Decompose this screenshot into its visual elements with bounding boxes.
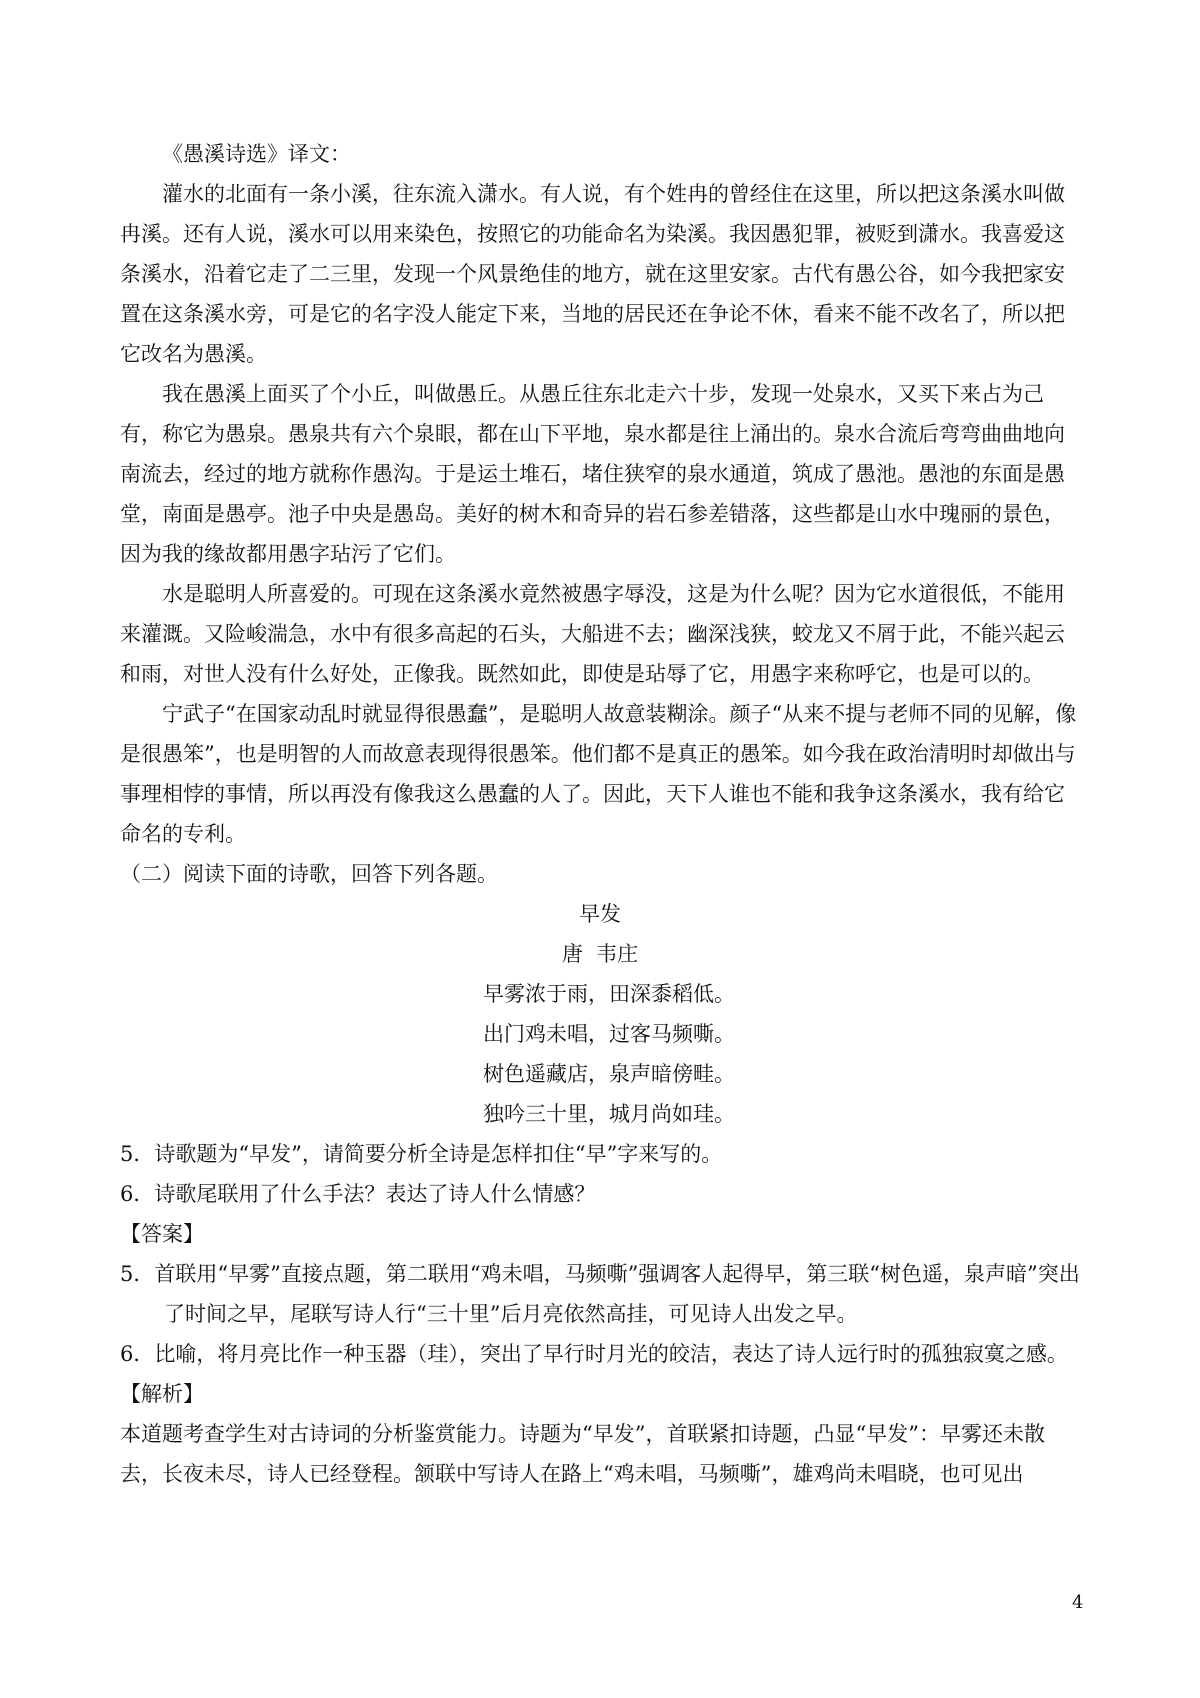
question-6: 6．诗歌尾联用了什么手法？表达了诗人什么情感？ — [120, 1182, 596, 1206]
question-5: 5．诗歌题为“早发”，请简要分析全诗是怎样扣住“早”字来写的。 — [120, 1142, 723, 1166]
poem-line-2: 出门鸡未唱，过客马频嘶。 — [483, 1022, 735, 1046]
section-two-intro: （二）阅读下面的诗歌，回答下列各题。 — [120, 862, 498, 886]
answer-6: 6．比喻，将月亮比作一种玉器（珪），突出了早行时月光的皎洁，表达了诗人远行时的孤独寂寞之感。 — [120, 1342, 1068, 1366]
translation-title: 《愚溪诗选》译文： — [162, 142, 351, 166]
translation-paragraph-3: 水是聪明人所喜爱的。可现在这条溪水竟然被愚字辱没，这是为什么呢？因为它水道很低，不能用来灌溉。又险峻湍急，水中有很多高起的石头，大船进不去；幽深浅狭，蛟龙又不屑于此，不能兴起云和雨，对世人没有什么好处，正像我。既然如此，即使是玷辱了它，用愚字来称呼它，也是可以的。 — [120, 582, 1065, 686]
poem-author: 唐 韦庄 — [561, 942, 639, 966]
poem-line-4: 独吟三十里，城月尚如珪。 — [483, 1102, 735, 1126]
translation-paragraph-4: 宁武子“在国家动乱时就显得很愚蠢”，是聪明人故意装糊涂。颜子“从来不提与老师不同的见解，像是很愚笨”，也是明智的人而故意表现得很愚笨。他们都不是真正的愚笨。如今我在政治清明时却做出与事理相悖的事情，所以再没有像我这么愚蠢的人了。因此，天下人谁也不能和我争这条溪水，我有给它命名的专利。 — [120, 702, 1077, 846]
answer-label: 【答案】 — [120, 1222, 204, 1246]
page-content — [120, 134, 1080, 1494]
answer-5: 5．首联用“早雾”直接点题，第二联用“鸡未唱，马频嘶”强调客人起得早，第三联“树色遥，泉声暗”突出了时间之早，尾联写诗人行“三十里”后月亮依然高挂，可见诗人出发之早。 — [120, 1262, 1080, 1326]
analysis-label: 【解析】 — [120, 1382, 204, 1406]
poem-line-3: 树色遥藏店，泉声暗傍畦。 — [483, 1062, 735, 1086]
page-number: 4 — [1072, 1592, 1084, 1613]
poem-line-1: 早雾浓于雨，田深黍稻低。 — [483, 982, 735, 1006]
analysis-text: 本道题考查学生对古诗词的分析鉴赏能力。诗题为“早发”，首联紧扣诗题，凸显“早发”：早雾还未散去，长夜未尽，诗人已经登程。颔联中写诗人在路上“鸡未唱，马频嘶”，雄鸡尚未唱晓，也可见出 — [120, 1422, 1045, 1486]
translation-paragraph-1: 灌水的北面有一条小溪，往东流入潇水。有人说，有个姓冉的曾经住在这里，所以把这条溪水叫做冉溪。还有人说，溪水可以用来染色，按照它的功能命名为染溪。我因愚犯罪，被贬到潇水。我喜爱这条溪水，沿着它走了二三里，发现一个风景绝佳的地方，就在这里安家。古代有愚公谷，如今我把家安置在这条溪水旁，可是它的名字没人能定下来，当地的居民还在争论不休，看来不能不改名了，所以把它改名为愚溪。 — [120, 182, 1065, 366]
poem-title: 早发 — [579, 902, 621, 926]
translation-paragraph-2: 我在愚溪上面买了个小丘，叫做愚丘。从愚丘往东北走六十步，发现一处泉水，又买下来占为己有，称它为愚泉。愚泉共有六个泉眼，都在山下平地，泉水都是往上涌出的。泉水合流后弯弯曲曲地向南流去，经过的地方就称作愚沟。于是运土堆石，堵住狭窄的泉水通道，筑成了愚池。愚池的东面是愚堂，南面是愚亭。池子中央是愚岛。美好的树木和奇异的岩石参差错落，这些都是山水中瑰丽的景色，因为我的缘故都用愚字玷污了它们。 — [120, 382, 1065, 566]
